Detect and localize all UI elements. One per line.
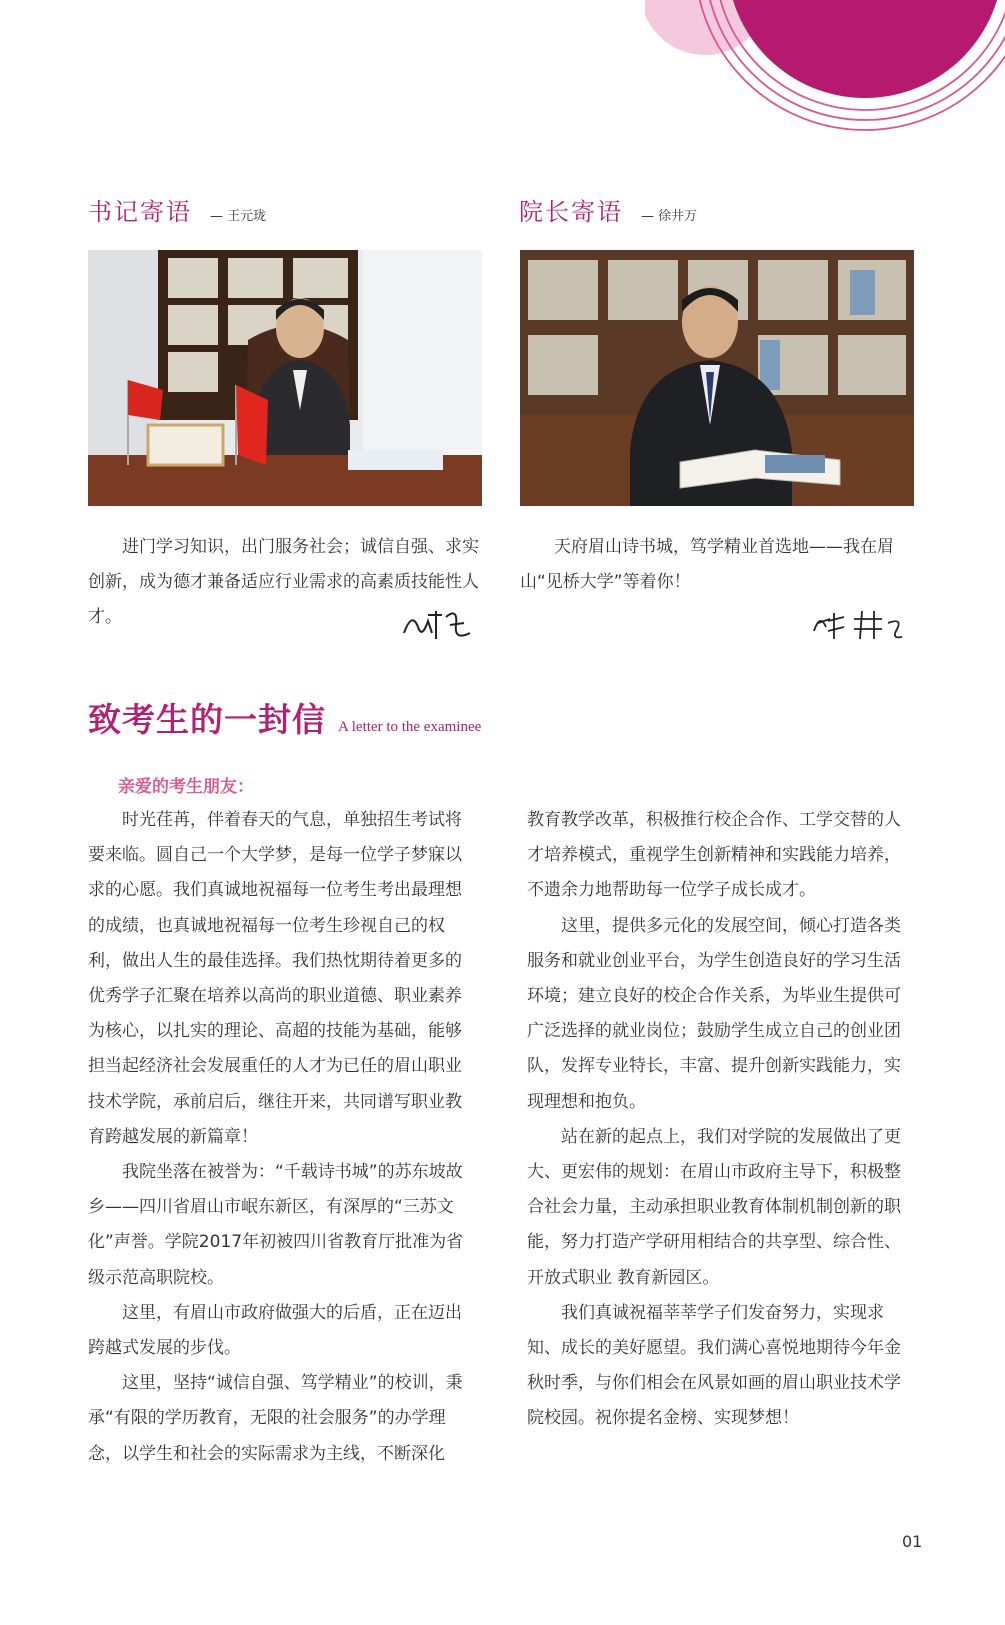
magenta-circle <box>727 0 1003 98</box>
letter-paragraph: 我们真诚祝福莘莘学子们发奋努力，实现求知、成长的美好愿望。我们满心喜悦地期待今年金秋时季，与你们相会在风景如画的眉山职业技术学院校园。祝你提名金榜、实现梦想！ <box>527 1302 901 1429</box>
secretary-author: — 王元珑 <box>210 209 267 224</box>
president-photo <box>520 250 914 506</box>
letter-paragraph: 这里，提供多元化的发展空间，倾心打造各类服务和就业创业平台，为学生创造良好的学习生活环境；建立良好的校企合作关系，为毕业生提供可广泛选择的就业岗位；鼓励学生成立自己的创业团队，发挥专业特长，丰富、提升创新实践能力，实现理想和抱负。 <box>527 915 901 1112</box>
letter-column-left <box>88 803 475 1472</box>
letter-paragraph: 这里，坚持“诚信自强、笃学精业”的校训，秉承“有限的学历教育，无限的社会服务”的办学理念，以学生和社会的实际需求为主线，不断深化 <box>88 1373 463 1464</box>
president-author: — 徐井万 <box>641 209 698 224</box>
president-signature <box>808 605 908 649</box>
letter-paragraph-continued: 教育教学改革，积极推行校企合作、工学交替的人才培养模式，重视学生创新精神和实践能力培养，不遗余力地帮助每一位学子成长成才。 <box>527 810 901 901</box>
secretary-photo <box>88 250 482 506</box>
decorative-circles <box>645 0 1005 140</box>
secretary-heading: 书记寄语 <box>88 198 192 226</box>
letter-paragraph: 我院坐落在被誉为：“千载诗书城”的苏东坡故乡——四川省眉山市岷东新区，有深厚的“三苏文化”声誉。学院2017年初被四川省教育厅批准为省级示范高职院校。 <box>88 1162 464 1288</box>
secretary-heading-row <box>88 192 266 227</box>
president-heading-row <box>519 192 697 227</box>
letter-title <box>88 694 481 741</box>
letter-paragraph: 时光荏苒，伴着春天的气息，单独招生考试将要来临。圆自己一个大学梦，是每一位学子梦寐以求的心愿。我们真诚地祝福每一位考生考出最理想的成绩，也真诚地祝福每一位考生珍视自己的权利，做出人生的最佳选择。我们热忱期待着更多的优秀学子汇聚在培养以高尚的职业道德、职业素养为核心，以扎实的理论、高超的技能为基础，能够担当起经济社会发展重任的人才为已任的眉山职业技术学院，承前启后，继往开来，共同谱写职业教育跨越发展的新篇章！ <box>88 810 462 1147</box>
secretary-message: 进门学习知识，出门服务社会；诚信自强、求实创新，成为德才兼备适应行业需求的高素质技能性人才。 <box>88 537 479 627</box>
letter-paragraph: 这里，有眉山市政府做强大的后盾，正在迈出跨越式发展的步伐。 <box>88 1302 462 1359</box>
secretary-signature <box>398 603 478 651</box>
president-message: 天府眉山诗书城，笃学精业首选地——我在眉山“见桥大学”等着你！ <box>520 537 894 592</box>
letter-title-cn: 致考生的一封信 <box>88 700 326 739</box>
letter-greeting: 亲爱的考生朋友： <box>118 777 254 797</box>
letter-column-right <box>527 803 914 1437</box>
president-heading: 院长寄语 <box>519 198 623 226</box>
letter-paragraph: 站在新的起点上，我们对学院的发展做出了更大、更宏伟的规划：在眉山市政府主导下，积极整合社会力量，主动承担职业教育体制机制创新的职能，努力打造产学研用相结合的共享型、综合性、开放式职业 教育新园区。 <box>527 1126 901 1288</box>
page-number: 01 <box>902 1532 923 1551</box>
letter-title-en: A letter to the examinee <box>338 719 482 735</box>
